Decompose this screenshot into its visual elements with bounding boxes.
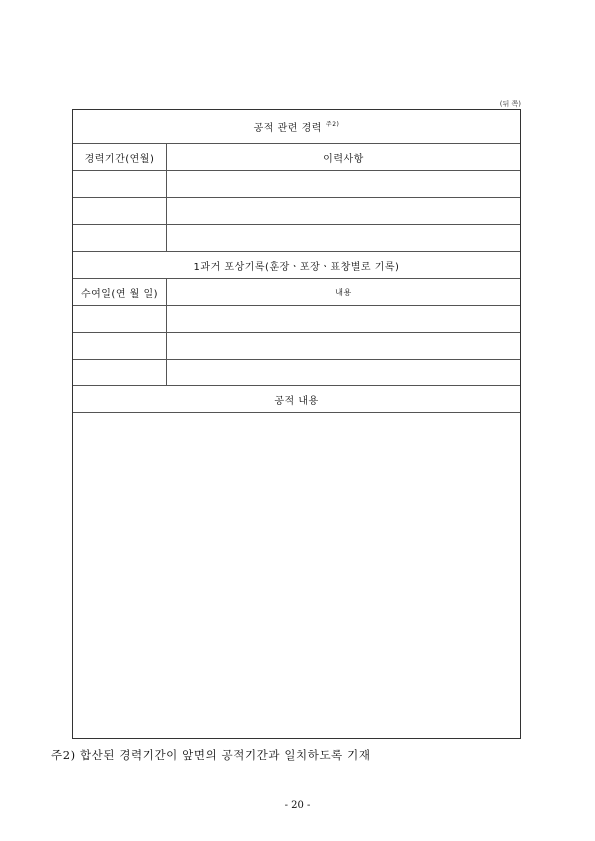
career-period-cell[interactable] (73, 171, 167, 197)
career-column-header-row (73, 144, 520, 171)
career-period-cell[interactable] (73, 225, 167, 251)
merit-content-title: 공적 내용 (274, 395, 319, 407)
career-section-title: 공적 관련 경력 (253, 123, 322, 134)
career-section-header (73, 110, 520, 144)
award-date-cell[interactable] (73, 360, 167, 385)
award-content-cell[interactable] (167, 306, 520, 332)
award-row (73, 333, 520, 360)
career-history-cell[interactable] (167, 171, 520, 197)
career-period-header: 경력기간(연월) (73, 144, 167, 170)
merit-form-table (72, 109, 521, 739)
page-label: (뒤 쪽) (499, 100, 521, 108)
award-content-cell[interactable] (167, 360, 520, 385)
career-note-mark: 주2) (325, 121, 340, 128)
page-number: - 20 - (284, 800, 311, 811)
career-row (73, 198, 520, 225)
award-row (73, 306, 520, 333)
award-date-cell[interactable] (73, 306, 167, 332)
career-section-title-cell (73, 110, 520, 143)
award-date-cell[interactable] (73, 333, 167, 359)
career-row (73, 225, 520, 252)
merit-content-header (73, 386, 520, 413)
award-row (73, 360, 520, 386)
career-period-cell[interactable] (73, 198, 167, 224)
career-row (73, 171, 520, 198)
awards-column-header-row (73, 279, 520, 306)
award-date-header: 수여일(연 월 일) (73, 279, 167, 305)
footnote: 주2) 합산된 경력기간이 앞면의 공적기간과 일치하도록 기재 (51, 748, 371, 762)
merit-content-area[interactable] (73, 413, 520, 738)
career-history-cell[interactable] (167, 198, 520, 224)
awards-section-header (73, 252, 520, 279)
career-history-cell[interactable] (167, 225, 520, 251)
awards-section-title: 1과거 포상기록(훈장ㆍ포장ㆍ표창별로 기록) (193, 261, 400, 273)
career-history-header: 이력사항 (323, 153, 364, 165)
award-content-cell[interactable] (167, 333, 520, 359)
award-content-header: 내용 (335, 287, 352, 297)
